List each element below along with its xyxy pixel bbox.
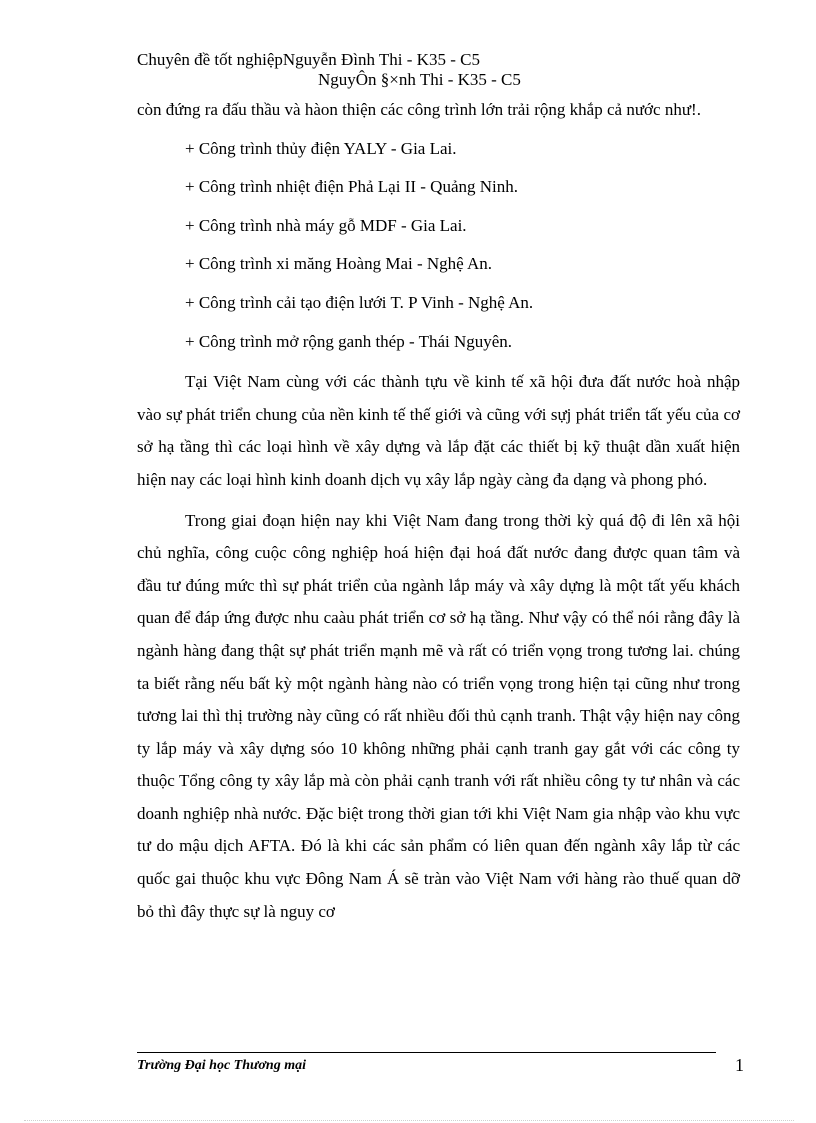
list-item: + Công trình cải tạo điện lưới T. P Vinh - Nghệ An. — [185, 292, 534, 312]
footer-divider — [137, 1052, 716, 1053]
running-header: Chuyên đề tốt nghiệpNguyễn Đình Thi - K35 - C5 — [137, 50, 480, 69]
paragraph: Trong giai đoạn hiện nay khi Việt Nam đang trong thời kỳ quá độ đi lên xã hội chủ nghĩa, công cuộc công nghiệp hoá hiện đại hoá đất nước đang được quan tâm và đầu tư đúng mức thì sự phát triển của ngành lắp máy và xây dựng là một tất yếu khách quan để đáp ứng được nhu caàu phát triển cơ sở hạ tầng. Như vậy có thể nói rằng đây là ngành hàng đang thật sự phát triển mạnh mẽ và rất có triển vọng trong tương lai. chúng ta biết rằng nếu bất kỳ một ngành hàng nào có triển vọng trong hiện tại cũng như trong tương lai thì thị trường này cũng có rất nhiều đối thủ cạnh tranh. Thật vậy hiện nay công ty lắp máy và xây dựng sóo 10 không những phải cạnh tranh gay gắt với các công ty thuộc Tổng công ty xây lắp mà còn phải cạnh tranh với rất nhiều công ty tư nhân và các doanh nghiệp nhà nước. Đặc biệt trong thời gian tới khi Việt Nam gia nhập vào khu vực tư do mậu dịch AFTA. Đó là khi các sản phẩm có liên quan đến ngành xây lắp từ các quốc gai thuộc khu vực Đông Nam Á sẽ tràn vào Việt Nam với hàng rào thuế quan dỡ bỏ thì đây thực sự là nguy cơ — [137, 510, 740, 921]
paragraph: Tại Việt Nam cùng với các thành tựu về kinh tế xã hội đưa đất nước hoà nhập vào sự phát triển chung của nền kinh tế thế giới và cũng với sựj phát triển tất yếu của cơ sở hạ tầng thì các loại hình về xây dựng và lắp đặt các thiết bị kỹ thuật dần xuất hiện hiện nay các loại hình kinh doanh dịch vụ xây lắp ngày càng đa dạng và phong phó. — [137, 372, 740, 489]
body-text — [137, 94, 740, 928]
page-number: 1 — [735, 1055, 744, 1075]
list-item: + Công trình nhiệt điện Phả Lại II - Quảng Ninh. — [185, 177, 519, 197]
footer-school-name: Trường Đại học Thương mại — [137, 1058, 306, 1073]
intro-paragraph: còn đứng ra đấu thầu và hàon thiện các công trình lớn trải rộng khắp cả nước như!. — [137, 100, 701, 119]
list-item: + Công trình nhà máy gỗ MDF - Gia Lai. — [185, 215, 467, 235]
list-item: + Công trình xi măng Hoàng Mai - Nghệ An. — [185, 254, 493, 274]
running-header-garbled: NguyÔn §×nh Thi - K35 - C5 — [318, 70, 521, 89]
list-item: + Công trình mở rộng ganh thép - Thái Nguyên. — [185, 331, 513, 351]
page-edge — [24, 1120, 794, 1121]
list-item: + Công trình thủy điện YALY - Gia Lai. — [185, 138, 457, 158]
